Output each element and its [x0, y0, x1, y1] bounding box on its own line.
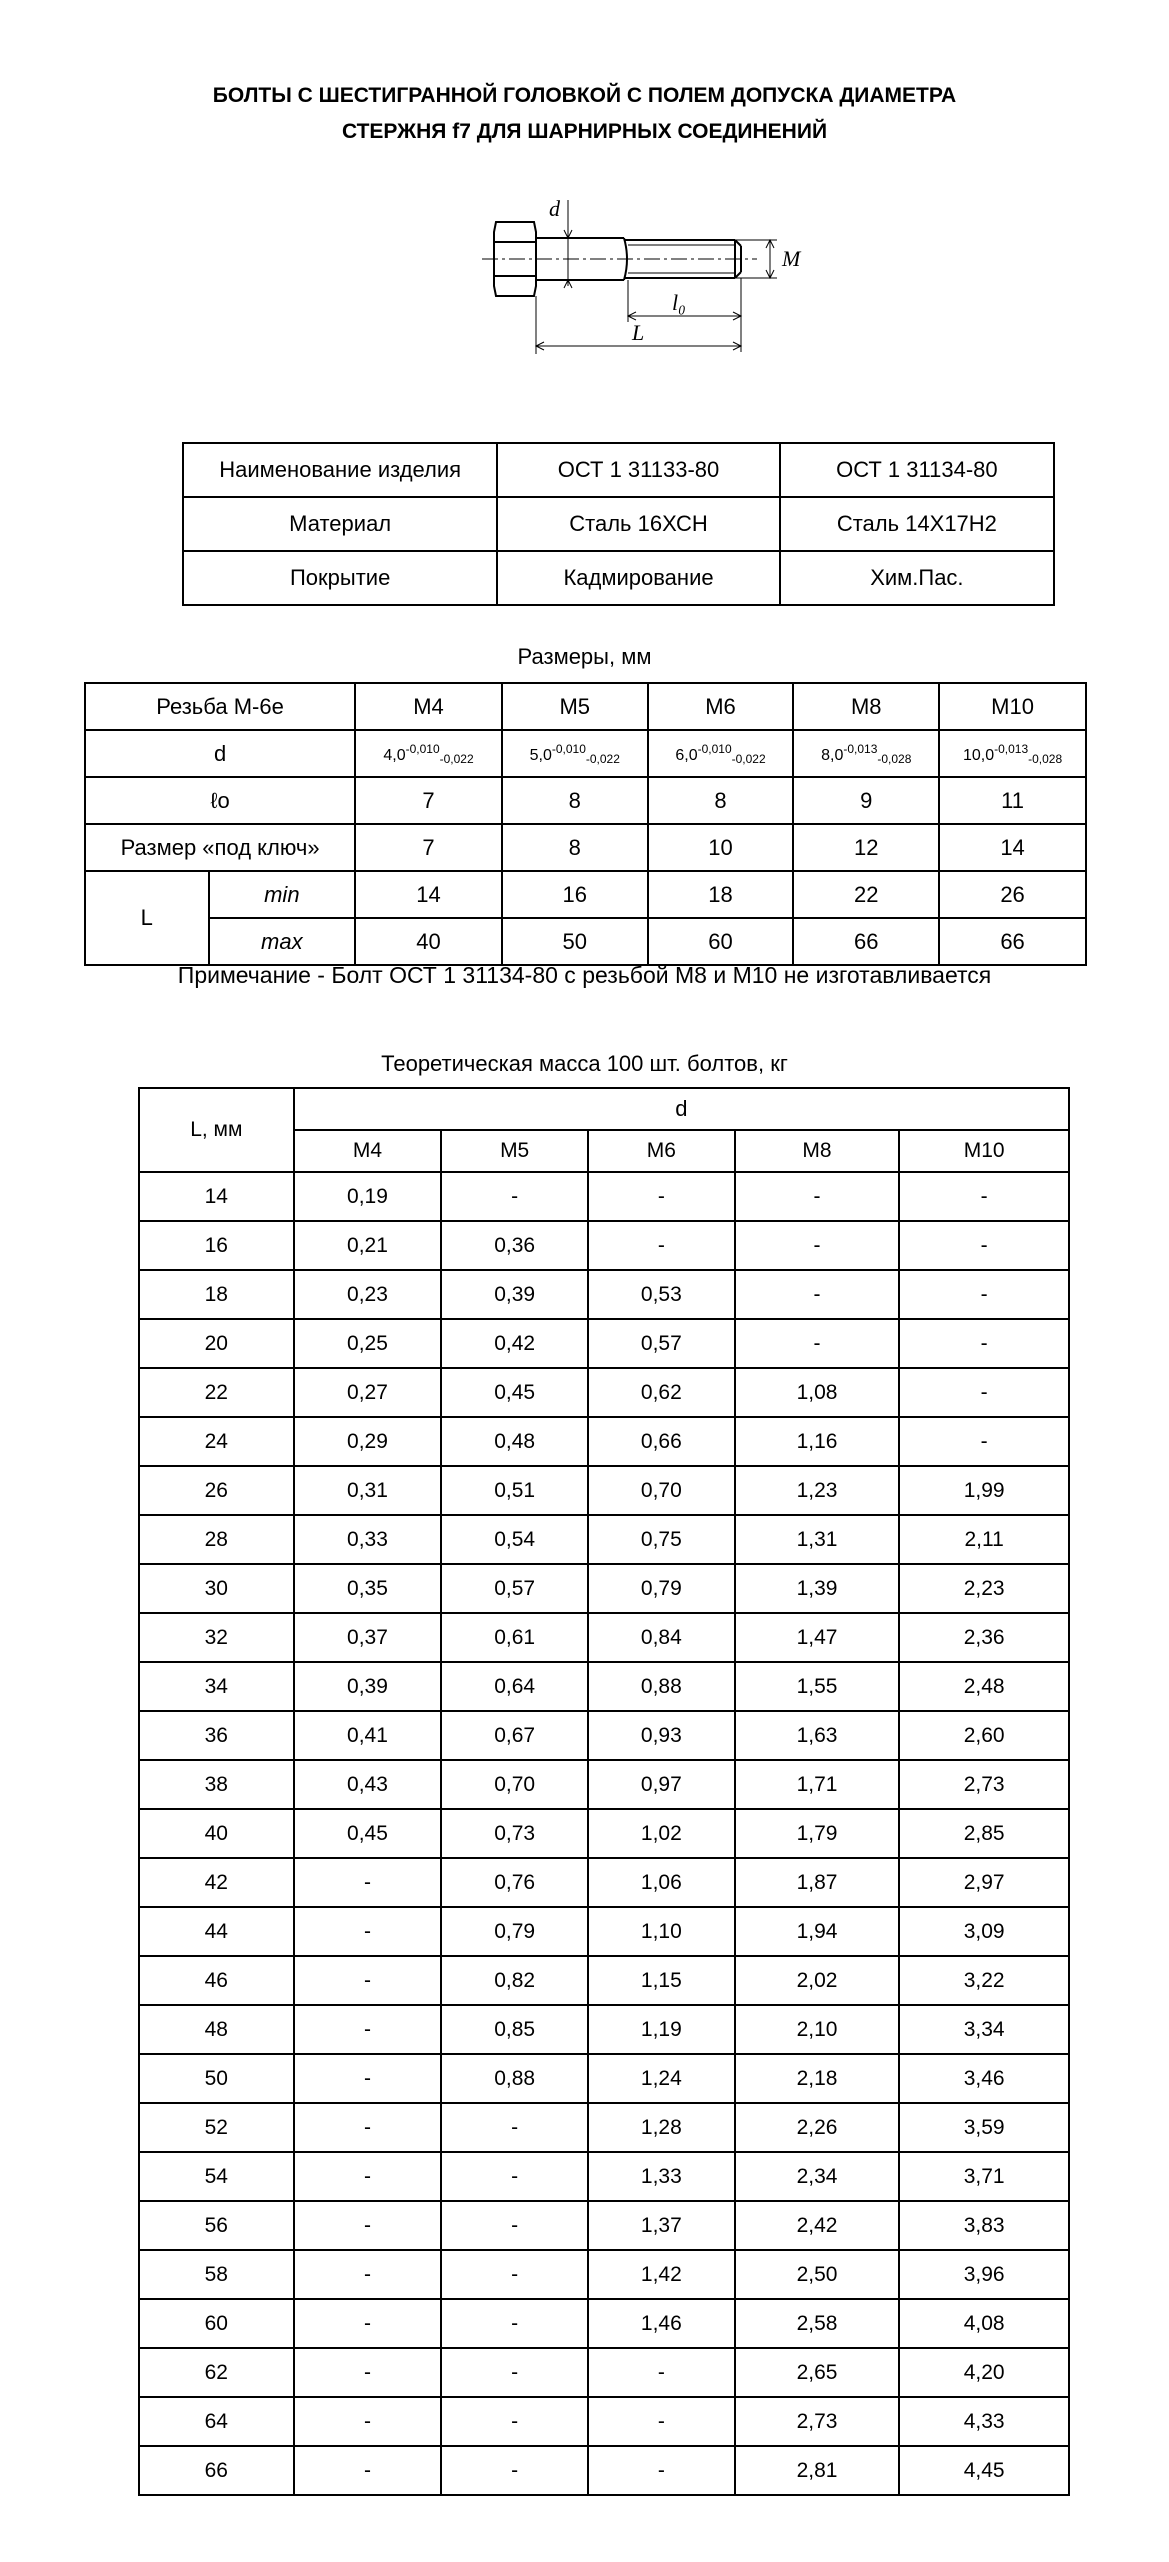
length-label: L	[85, 871, 209, 965]
length-cell: 60	[139, 2299, 294, 2348]
mass-cell: 0,70	[588, 1466, 735, 1515]
table-row	[139, 1466, 1069, 1515]
dim-label-l0: l₀	[672, 290, 686, 315]
mass-cell: -	[588, 2446, 735, 2495]
table-row	[139, 1417, 1069, 1466]
mass-cell: 2,11	[899, 1515, 1069, 1564]
length-cell: 38	[139, 1760, 294, 1809]
l0-label: ℓo	[85, 777, 355, 824]
mass-cell: 3,09	[899, 1907, 1069, 1956]
mass-cell: 3,34	[899, 2005, 1069, 2054]
key-size-cell: 12	[793, 824, 939, 871]
table-row	[139, 1858, 1069, 1907]
mass-cell: -	[735, 1221, 900, 1270]
mass-cell: 0,29	[294, 1417, 442, 1466]
mass-cell: -	[294, 2397, 442, 2446]
table-row	[139, 1368, 1069, 1417]
table-row	[139, 1760, 1069, 1809]
mass-cell: 0,39	[441, 1270, 588, 1319]
mass-cell: 2,02	[735, 1956, 900, 2005]
mass-cell: 1,15	[588, 1956, 735, 2005]
mass-cell: 0,66	[588, 1417, 735, 1466]
mass-cell: 0,54	[441, 1515, 588, 1564]
mass-cell: 0,67	[441, 1711, 588, 1760]
thread-cell: М4	[355, 683, 502, 730]
mass-cell: 0,21	[294, 1221, 442, 1270]
length-cell: 40	[139, 1809, 294, 1858]
mass-cell: 0,84	[588, 1613, 735, 1662]
mass-cell: -	[899, 1368, 1069, 1417]
mass-cell: 0,88	[441, 2054, 588, 2103]
thread-cell: М5	[502, 683, 648, 730]
table-row	[139, 2054, 1069, 2103]
mass-cell: 0,64	[441, 1662, 588, 1711]
mass-cell: -	[441, 2446, 588, 2495]
table-row	[139, 1662, 1069, 1711]
d-tolerance-cell: $5,0^{-0,010}_{-0,022}$	[502, 730, 648, 777]
mass-cell: -	[294, 2348, 442, 2397]
length-cell: 26	[139, 1466, 294, 1515]
mass-cell: -	[294, 2250, 442, 2299]
mass-cell: 0,48	[441, 1417, 588, 1466]
mass-cell: 2,18	[735, 2054, 900, 2103]
length-cell: 24	[139, 1417, 294, 1466]
mass-cell: 1,37	[588, 2201, 735, 2250]
max-cell: 66	[939, 918, 1086, 965]
mass-cell: -	[441, 2201, 588, 2250]
mass-cell: 0,82	[441, 1956, 588, 2005]
dims-caption: Размеры, мм	[517, 644, 652, 669]
mass-cell: -	[294, 2152, 442, 2201]
mass-cell: 3,59	[899, 2103, 1069, 2152]
mass-cell: -	[294, 2201, 442, 2250]
mass-cell: 1,63	[735, 1711, 900, 1760]
key-size-cell: 10	[648, 824, 794, 871]
mass-cell: 2,42	[735, 2201, 900, 2250]
dim-label-L: L	[632, 320, 645, 345]
min-cell: 18	[648, 871, 794, 918]
mass-cell: -	[441, 2152, 588, 2201]
mass-cell: -	[294, 1858, 442, 1907]
length-cell: 50	[139, 2054, 294, 2103]
max-cell: 50	[502, 918, 648, 965]
column-header: М4	[294, 1130, 442, 1172]
table-row	[139, 2446, 1069, 2495]
l-header: L, мм	[139, 1088, 294, 1172]
mass-cell: 1,39	[735, 1564, 900, 1613]
min-cell: 16	[502, 871, 648, 918]
table-row	[139, 1907, 1069, 1956]
column-header: М6	[588, 1130, 735, 1172]
table-row	[139, 1564, 1069, 1613]
table-row	[139, 1270, 1069, 1319]
mass-cell: 1,87	[735, 1858, 900, 1907]
table-row	[139, 1221, 1069, 1270]
dim-label-M: M	[782, 246, 801, 271]
column-header: М5	[441, 1130, 588, 1172]
d-tolerance-cell: $6,0^{-0,010}_{-0,022}$	[648, 730, 794, 777]
table-header-row	[139, 1088, 1069, 1130]
mass-cell: -	[441, 2397, 588, 2446]
mass-cell: 0,62	[588, 1368, 735, 1417]
mass-cell: -	[294, 1907, 442, 1956]
table-row	[139, 1515, 1069, 1564]
max-cell: 66	[793, 918, 939, 965]
mass-cell: -	[588, 1172, 735, 1221]
length-cell: 58	[139, 2250, 294, 2299]
mass-cell: 1,42	[588, 2250, 735, 2299]
note-text: Примечание - Болт ОСТ 1 31134-80 с резьбой М8 и М10 не изготавливается	[177, 962, 992, 988]
column-header: М10	[899, 1130, 1069, 1172]
table-row	[139, 2103, 1069, 2152]
mass-cell: -	[441, 1172, 588, 1221]
mass-cell: 1,79	[735, 1809, 900, 1858]
info-cell: Покрытие	[183, 551, 497, 605]
mass-cell: -	[899, 1319, 1069, 1368]
bolt-drawing	[452, 186, 832, 386]
thread-cell: М6	[648, 683, 794, 730]
table-row	[139, 1613, 1069, 1662]
mass-cell: 2,50	[735, 2250, 900, 2299]
mass-cell: 1,99	[899, 1466, 1069, 1515]
mass-cell: 0,79	[441, 1907, 588, 1956]
table-row	[183, 497, 1054, 551]
length-cell: 22	[139, 1368, 294, 1417]
mass-cell: -	[899, 1270, 1069, 1319]
mass-cell: 1,47	[735, 1613, 900, 1662]
length-cell: 48	[139, 2005, 294, 2054]
mass-cell: -	[294, 2054, 442, 2103]
length-cell: 64	[139, 2397, 294, 2446]
mass-cell: 0,73	[441, 1809, 588, 1858]
length-cell: 42	[139, 1858, 294, 1907]
min-cell: 26	[939, 871, 1086, 918]
max-label: max	[209, 918, 356, 965]
table-row	[183, 443, 1054, 497]
mass-cell: 1,31	[735, 1515, 900, 1564]
mass-cell: 0,23	[294, 1270, 442, 1319]
mass-cell: 0,61	[441, 1613, 588, 1662]
mass-cell: 0,25	[294, 1319, 442, 1368]
length-cell: 34	[139, 1662, 294, 1711]
info-cell: ОСТ 1 31133-80	[497, 443, 779, 497]
mass-cell: -	[294, 2103, 442, 2152]
mass-cell: -	[294, 2299, 442, 2348]
table-row	[139, 2299, 1069, 2348]
mass-cell: 1,06	[588, 1858, 735, 1907]
mass-cell: -	[441, 2348, 588, 2397]
mass-cell: -	[441, 2299, 588, 2348]
mass-cell: 2,73	[899, 1760, 1069, 1809]
length-cell: 52	[139, 2103, 294, 2152]
mass-cell: 0,45	[441, 1368, 588, 1417]
column-header: М8	[735, 1130, 900, 1172]
mass-cell: 2,10	[735, 2005, 900, 2054]
mass-cell: -	[294, 2005, 442, 2054]
length-cell: 30	[139, 1564, 294, 1613]
min-cell: 22	[793, 871, 939, 918]
mass-cell: 0,36	[441, 1221, 588, 1270]
length-cell: 16	[139, 1221, 294, 1270]
l0-cell: 9	[793, 777, 939, 824]
info-cell: ОСТ 1 31134-80	[780, 443, 1054, 497]
thread-cell: М10	[939, 683, 1086, 730]
mass-cell: 1,46	[588, 2299, 735, 2348]
table-row	[139, 1809, 1069, 1858]
mass-cell: 1,55	[735, 1662, 900, 1711]
table-row	[139, 1956, 1069, 2005]
mass-cell: 2,36	[899, 1613, 1069, 1662]
mass-cell: 0,57	[441, 1564, 588, 1613]
mass-cell: 0,19	[294, 1172, 442, 1221]
mass-cell: 2,48	[899, 1662, 1069, 1711]
length-cell: 66	[139, 2446, 294, 2495]
mass-cell: 1,23	[735, 1466, 900, 1515]
mass-cell: 1,10	[588, 1907, 735, 1956]
page-title-line2: СТЕРЖНЯ f7 ДЛЯ ШАРНИРНЫХ СОЕДИНЕНИЙ	[341, 120, 828, 143]
info-cell: Наименование изделия	[183, 443, 497, 497]
mass-cell: 1,28	[588, 2103, 735, 2152]
d-tolerance-cell: $8,0^{-0,013}_{-0,028}$	[793, 730, 939, 777]
mass-cell: -	[735, 1319, 900, 1368]
dims-table	[84, 682, 1087, 966]
mass-cell: 3,96	[899, 2250, 1069, 2299]
length-cell: 46	[139, 1956, 294, 2005]
mass-cell: -	[294, 1956, 442, 2005]
mass-cell: 4,33	[899, 2397, 1069, 2446]
mass-cell: -	[899, 1417, 1069, 1466]
mass-cell: 2,73	[735, 2397, 900, 2446]
mass-cell: -	[294, 2446, 442, 2495]
length-cell: 36	[139, 1711, 294, 1760]
mass-cell: 1,02	[588, 1809, 735, 1858]
mass-cell: -	[588, 2397, 735, 2446]
table-row	[85, 824, 1086, 871]
table-row	[139, 2250, 1069, 2299]
thread-label: Резьба М-6е	[85, 683, 355, 730]
table-row	[85, 730, 1086, 777]
mass-cell: 0,97	[588, 1760, 735, 1809]
l0-cell: 8	[502, 777, 648, 824]
table-row	[183, 551, 1054, 605]
info-cell: Материал	[183, 497, 497, 551]
info-cell: Хим.Пас.	[780, 551, 1054, 605]
mass-cell: 2,60	[899, 1711, 1069, 1760]
mass-cell: 2,85	[899, 1809, 1069, 1858]
d-label: d	[85, 730, 355, 777]
table-row	[139, 1319, 1069, 1368]
info-table	[182, 442, 1055, 606]
mass-cell: 2,65	[735, 2348, 900, 2397]
mass-cell: 0,42	[441, 1319, 588, 1368]
l0-cell: 8	[648, 777, 794, 824]
table-row	[139, 2152, 1069, 2201]
mass-cell: 0,33	[294, 1515, 442, 1564]
mass-cell: 2,81	[735, 2446, 900, 2495]
mass-cell: 4,45	[899, 2446, 1069, 2495]
mass-cell: 2,34	[735, 2152, 900, 2201]
mass-cell: 3,83	[899, 2201, 1069, 2250]
table-row	[139, 2397, 1069, 2446]
mass-cell: -	[899, 1221, 1069, 1270]
mass-cell: 0,45	[294, 1809, 442, 1858]
d-header: d	[294, 1088, 1069, 1130]
mass-cell: 0,27	[294, 1368, 442, 1417]
mass-cell: 0,79	[588, 1564, 735, 1613]
mass-cell: 2,26	[735, 2103, 900, 2152]
length-cell: 32	[139, 1613, 294, 1662]
length-cell: 54	[139, 2152, 294, 2201]
info-cell: Кадмирование	[497, 551, 779, 605]
mass-cell: 0,53	[588, 1270, 735, 1319]
mass-cell: 3,22	[899, 1956, 1069, 2005]
mass-cell: -	[735, 1270, 900, 1319]
table-row	[139, 1711, 1069, 1760]
thread-cell: М8	[793, 683, 939, 730]
length-cell: 20	[139, 1319, 294, 1368]
mass-cell: 0,57	[588, 1319, 735, 1368]
mass-cell: 0,35	[294, 1564, 442, 1613]
mass-cell: 0,39	[294, 1662, 442, 1711]
mass-cell: -	[441, 2250, 588, 2299]
max-cell: 60	[648, 918, 794, 965]
mass-cell: 0,85	[441, 2005, 588, 2054]
length-cell: 56	[139, 2201, 294, 2250]
mass-cell: 0,70	[441, 1760, 588, 1809]
length-cell: 44	[139, 1907, 294, 1956]
page-title-line1: БОЛТЫ С ШЕСТИГРАННОЙ ГОЛОВКОЙ С ПОЛЕМ ДОПУСКА ДИАМЕТРА	[212, 84, 957, 107]
mass-cell: 1,08	[735, 1368, 900, 1417]
mass-caption: Теоретическая масса 100 шт. болтов, кг	[381, 1051, 788, 1076]
mass-cell: 0,93	[588, 1711, 735, 1760]
mass-cell: 0,41	[294, 1711, 442, 1760]
info-cell: Сталь 16ХСН	[497, 497, 779, 551]
max-cell: 40	[355, 918, 502, 965]
table-row	[139, 1172, 1069, 1221]
key-size-label: Размер «под ключ»	[85, 824, 355, 871]
mass-cell: 1,16	[735, 1417, 900, 1466]
mass-table	[138, 1087, 1070, 2496]
key-size-cell: 7	[355, 824, 502, 871]
mass-cell: 2,97	[899, 1858, 1069, 1907]
mass-cell: -	[735, 1172, 900, 1221]
table-row	[85, 683, 1086, 730]
key-size-cell: 14	[939, 824, 1086, 871]
l0-cell: 7	[355, 777, 502, 824]
length-cell: 18	[139, 1270, 294, 1319]
table-row	[139, 2348, 1069, 2397]
mass-cell: -	[899, 1172, 1069, 1221]
mass-cell: 2,23	[899, 1564, 1069, 1613]
mass-cell: 0,76	[441, 1858, 588, 1907]
mass-cell: 0,51	[441, 1466, 588, 1515]
mass-cell: 1,33	[588, 2152, 735, 2201]
mass-cell: 0,88	[588, 1662, 735, 1711]
length-cell: 14	[139, 1172, 294, 1221]
length-cell: 28	[139, 1515, 294, 1564]
key-size-cell: 8	[502, 824, 648, 871]
d-tolerance-cell: $4,0^{-0,010}_{-0,022}$	[355, 730, 502, 777]
mass-cell: 4,20	[899, 2348, 1069, 2397]
min-label: min	[209, 871, 356, 918]
d-tolerance-cell: $10,0^{-0,013}_{-0,028}$	[939, 730, 1086, 777]
table-row	[85, 918, 1086, 965]
length-cell: 62	[139, 2348, 294, 2397]
table-row	[139, 2005, 1069, 2054]
min-cell: 14	[355, 871, 502, 918]
mass-cell: -	[441, 2103, 588, 2152]
mass-cell: 3,46	[899, 2054, 1069, 2103]
mass-cell: 1,24	[588, 2054, 735, 2103]
l0-cell: 11	[939, 777, 1086, 824]
mass-cell: 2,58	[735, 2299, 900, 2348]
mass-cell: 1,94	[735, 1907, 900, 1956]
info-cell: Сталь 14Х17Н2	[780, 497, 1054, 551]
mass-cell: 0,75	[588, 1515, 735, 1564]
mass-cell: 0,37	[294, 1613, 442, 1662]
table-row	[85, 777, 1086, 824]
table-row	[139, 2201, 1069, 2250]
mass-cell: 0,31	[294, 1466, 442, 1515]
table-row	[85, 871, 1086, 918]
mass-cell: 0,43	[294, 1760, 442, 1809]
mass-cell: 1,71	[735, 1760, 900, 1809]
mass-cell: 1,19	[588, 2005, 735, 2054]
mass-cell: 3,71	[899, 2152, 1069, 2201]
mass-cell: -	[588, 1221, 735, 1270]
mass-cell: -	[588, 2348, 735, 2397]
mass-cell: 4,08	[899, 2299, 1069, 2348]
dim-label-d: d	[549, 196, 560, 221]
